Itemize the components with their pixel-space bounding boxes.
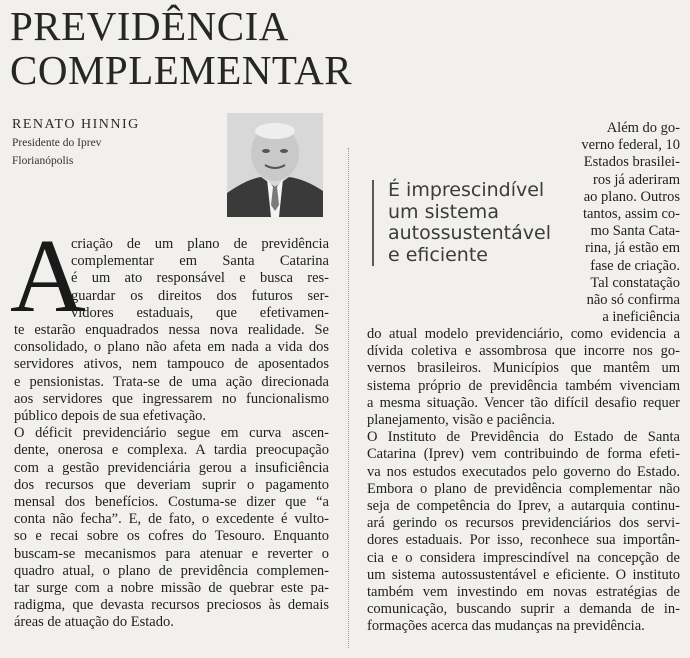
- text-line: ao plano. Outros: [583, 188, 680, 205]
- text-line: comunicação, buscando suprir a demanda de in-: [367, 601, 680, 618]
- pull-quote: [372, 180, 573, 266]
- text-line: áreas de atuação do Estado.: [14, 614, 174, 631]
- text-line: va nos estudos executados pelo governo do Estado.: [367, 463, 680, 480]
- text-line: Estados brasilei-: [583, 154, 680, 171]
- text-line: O déficit previdenciário segue em curva ascen-: [14, 425, 329, 442]
- column-1-body: [14, 322, 329, 632]
- author-portrait-icon: [227, 113, 323, 217]
- text-line: O Instituto de Previdência do Estado de Santa: [367, 429, 680, 446]
- column-2-top: [556, 120, 680, 326]
- drop-cap: A: [10, 217, 86, 334]
- text-line: formações acerca das mudanças na previdência.: [367, 618, 645, 635]
- author-city: Florianópolis: [12, 155, 74, 167]
- text-line: vidores estaduais, que efetivamen-: [71, 304, 329, 321]
- text-line: Embora o plano de previdência complementar não: [367, 480, 680, 497]
- text-line: conta não fecha”. E, de fato, o excedente é vulto-: [14, 511, 329, 528]
- text-line: dívida coletiva e assombrosa que incorre nos go-: [367, 343, 680, 360]
- text-line: mensal dos benefícios. Costuma-se dizer que “a: [14, 494, 329, 511]
- column-1-intro: [71, 236, 329, 322]
- text-line: autossustentável: [388, 222, 551, 244]
- text-line: seja de competência do Iprev, a autarquia continu-: [367, 498, 680, 515]
- title-line: PREVIDÊNCIA: [10, 3, 289, 49]
- text-line: buscam-se mecanismos para atenuar e reverter o: [14, 545, 329, 562]
- text-line: ará gerindo os recursos previdenciários dos servi-: [367, 515, 680, 532]
- text-line: rina, já estão em: [584, 240, 680, 257]
- text-line: dos recursos que deveriam suprir o pagamento: [14, 476, 329, 493]
- text-line: tantos, assim co-: [582, 206, 680, 223]
- text-line: planejamento, visão e paciência.: [367, 412, 556, 429]
- text-line: aos servidores que ingressarem no funcionalismo: [14, 390, 329, 407]
- text-line: mo Santa Cata-: [590, 223, 680, 240]
- text-line: guardar os direitos dos futuros ser-: [71, 287, 329, 304]
- text-line: é um ato responsável e busca res-: [71, 270, 329, 287]
- byline: [12, 116, 252, 170]
- text-line: so e recai sobre os cofres do Tesouro. Enquanto: [14, 528, 329, 545]
- text-line: a ineficiência: [602, 309, 680, 326]
- author-photo: [227, 113, 323, 217]
- text-line: Além do go-: [606, 120, 680, 136]
- text-line: e pensionistas. Trata-se de uma ação direcionada: [14, 373, 329, 390]
- text-line: verno federal, 10: [581, 137, 680, 154]
- title-line: COMPLEMENTAR: [10, 47, 353, 93]
- column-2-body: [367, 326, 680, 636]
- text-line: vernos brasileiros. Municípios que mantêm um: [367, 360, 680, 377]
- text-line: não só confirma: [586, 292, 680, 309]
- text-line: do atual modelo previdenciário, como evidencia a: [367, 326, 680, 342]
- text-line: e eficiente: [388, 243, 488, 266]
- text-line: dente, onerosa e complexa. A tardia preocupação: [14, 442, 329, 459]
- text-line: fase de criação.: [590, 257, 680, 274]
- text-line: público depois de sua efetivação.: [14, 408, 207, 425]
- text-line: um sistema autossustentável e eficiente. O instituto: [367, 566, 680, 583]
- text-line: Catarina (Iprev) vem contribuindo de forma efeti-: [367, 446, 680, 463]
- text-line: cia e o considera imprescindível na concepção de: [367, 549, 680, 566]
- text-line: ros já aderiram: [593, 171, 680, 188]
- text-line: Tal constatação: [590, 274, 680, 291]
- text-line: criação de um plano de previdência: [71, 236, 329, 252]
- text-line: radigma, que devasta recursos preciosos às demais: [14, 597, 329, 614]
- text-line: É imprescindível: [388, 179, 545, 201]
- text-line: sistema próprio de previdência também vivenciam: [367, 377, 680, 394]
- column-divider: [348, 148, 350, 648]
- text-line: dores estaduais. Por isso, reconhece sua importân-: [367, 532, 680, 549]
- text-line: com a gestão previdenciária gerou a insuficiência: [14, 459, 329, 476]
- text-line: consolidado, o plano não afeta em nada a vida dos: [14, 339, 329, 356]
- text-line: complementar em Santa Catarina: [71, 253, 329, 270]
- text-line: a mesma situação. Vencer tão difícil desafio requer: [367, 394, 680, 411]
- text-line: também vem investindo em novas estratégias de: [367, 584, 680, 601]
- text-line: tar surge com a nobre missão de quebrar este pa-: [14, 580, 329, 597]
- text-line: te estarão enquadrados nessa nova realidade. Se: [14, 322, 329, 338]
- author-name: RENATO HINNIG: [12, 117, 140, 132]
- text-line: servidores ativos, nem tampouco de aposentados: [14, 356, 329, 373]
- article-title: [10, 3, 353, 93]
- text-line: um sistema: [388, 200, 499, 223]
- author-role: Presidente do Iprev: [12, 137, 102, 149]
- text-line: quadro atual, o plano de previdência complemen-: [14, 562, 329, 579]
